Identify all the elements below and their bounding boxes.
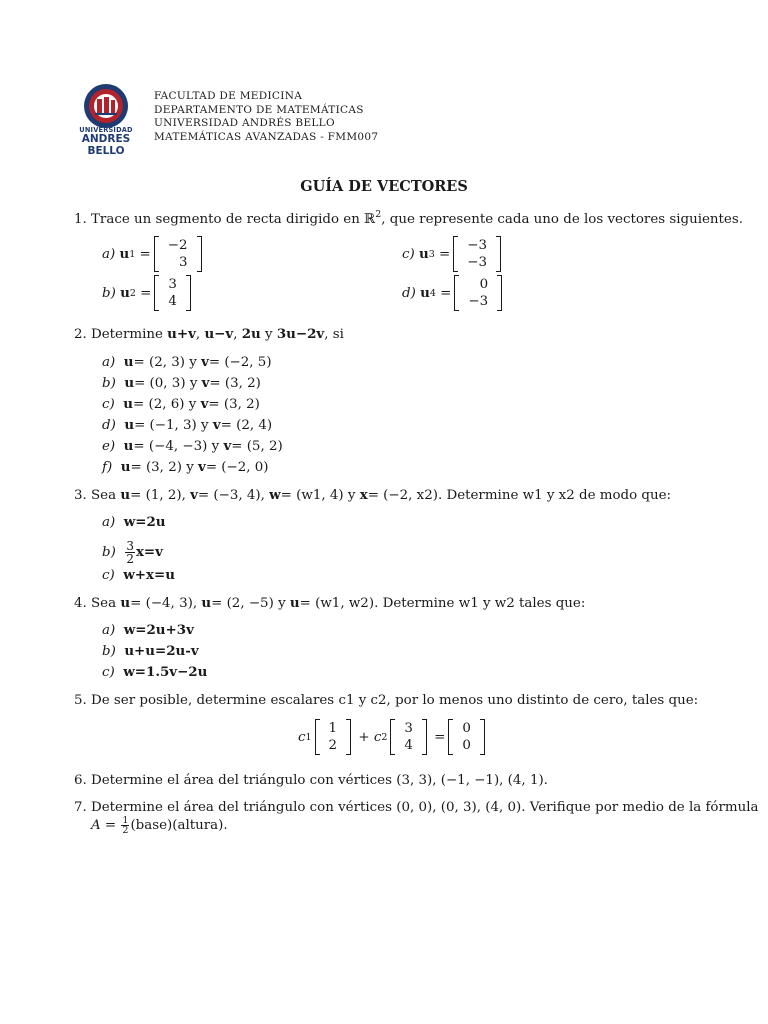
p3-x: (−2, x2) (383, 488, 438, 503)
half-fraction: $\frac{1}{2}$ (122, 815, 129, 836)
p2-op: u−v (204, 326, 234, 342)
p3-tail: Determine w1 y x2 de modo que: (446, 488, 672, 503)
vector-name: u (419, 246, 429, 262)
logo-text (66, 126, 146, 157)
p4-lead: Sea (91, 596, 117, 611)
header-faculty: FACULTAD DE MEDICINA (154, 90, 303, 102)
u-value: (−1, 3) (149, 418, 197, 433)
logo-line2: ANDRES BELLO (81, 133, 131, 157)
p5-equation: c 1 1 2 + c 2 3 4 = 0 0 (298, 719, 488, 755)
u-value: (3, 2) (145, 460, 182, 475)
p2-tail: si (332, 327, 344, 342)
p3-item-a (102, 514, 166, 531)
p4-u2: (2, −5) (226, 596, 274, 611)
p7-formula: A = $\frac{1}{2}$ (base)(altura). (91, 815, 228, 836)
equation: w=1.5v−2u (123, 664, 208, 680)
p2-item-c: c) u= (2, 6) y v= (3, 2) (102, 396, 260, 412)
vector-top: −3 (467, 238, 488, 253)
column-vector (154, 236, 202, 272)
p2-op: 3u−2v (276, 326, 325, 342)
vector-bottom: 2 (328, 738, 338, 753)
item-label: e) (102, 439, 116, 454)
v-value: (3, 2) (223, 397, 260, 412)
logo-line1: UNIVERSIDAD (79, 126, 133, 134)
column-vector (154, 275, 191, 311)
item-label: d) (402, 285, 416, 301)
header-course: MATEMÁTICAS AVANZADAS - FMM007 (154, 130, 379, 143)
problem-5-statement (74, 692, 698, 709)
p4-item-b (102, 643, 199, 660)
item-label: c) (402, 246, 415, 262)
vector-index: 3 (428, 248, 435, 260)
p6-text: Determine el área del triángulo con vértices (3, 3), (−1, −1), (4, 1). (91, 773, 548, 788)
problem-6-number: 6. (74, 773, 87, 788)
column-vector (390, 719, 427, 755)
p2-item-f: f) u= (3, 2) y v= (−2, 0) (102, 459, 269, 475)
item-label: c) (102, 397, 115, 412)
vector-name: u (120, 285, 130, 301)
p4-u1: (−4, 3) (145, 596, 193, 611)
vector-top: 0 (462, 721, 471, 736)
problem-7-number: 7. (74, 800, 87, 815)
vector-name: u (420, 285, 430, 301)
vector-top: −2 (167, 238, 188, 253)
equation: w=2u (123, 514, 166, 530)
p2-item-e: e) u= (−4, −3) y v= (5, 2) (102, 438, 283, 454)
u-value: (2, 3) (148, 355, 185, 370)
vector-index: 4 (429, 287, 436, 299)
p1-item-c: c) u 3 = −3 −3 (402, 236, 504, 272)
vector-bottom: 3 (178, 255, 188, 270)
item-label: b) (102, 376, 116, 391)
p2-op: u+v (167, 326, 196, 342)
vector-bottom: 4 (168, 294, 177, 309)
u-value: (2, 6) (148, 397, 185, 412)
header-department: DEPARTAMENTO DE MATEMÁTICAS (154, 103, 364, 116)
v-value: (−2, 0) (221, 460, 269, 475)
vector-bottom: 0 (462, 738, 471, 753)
p2-lead: Determine (91, 327, 163, 342)
equation: x=v (135, 544, 163, 560)
item-label: a) (102, 623, 116, 638)
vector-top: 1 (328, 721, 338, 736)
equation: w+x=u (123, 567, 175, 583)
vector-bottom: −3 (467, 255, 488, 270)
p3-w: (w1, 4) (296, 488, 344, 503)
problem-1-statement (74, 206, 743, 228)
p3-v: (−3, 4) (213, 488, 261, 503)
column-vector (453, 236, 501, 272)
header-block (154, 90, 378, 144)
problem-4-statement: 4. Sea u= (−4, 3), u= (2, −5) y u= (w1, w2). Determine w1 y w2 tales que: (74, 595, 586, 611)
p3-u: (1, 2) (145, 488, 182, 503)
fraction (125, 540, 135, 565)
vector-index: 1 (129, 248, 136, 260)
p3-item-b (102, 540, 163, 565)
p1-text-b: , que represente cada uno de los vectores siguientes. (381, 212, 743, 227)
problem-3-number: 3. (74, 488, 87, 503)
vector-bottom: 4 (404, 738, 413, 753)
problem-6-statement (74, 772, 548, 789)
column-vector (454, 275, 502, 311)
equation: w=2u+3v (123, 622, 194, 638)
v-value: (−2, 5) (224, 355, 272, 370)
item-label: b) (102, 285, 116, 301)
p1-item-b: b) u 2 = 3 4 (102, 275, 194, 311)
p4-u3: (w1, w2) (315, 596, 375, 611)
item-label: a) (102, 355, 116, 370)
item-label: c) (102, 665, 115, 680)
p2-item-a: a) u= (2, 3) y v= (−2, 5) (102, 354, 272, 370)
p1-text-a: Trace un segmento de recta dirigido en (91, 212, 365, 227)
column-vector (448, 719, 485, 755)
p5-text: De ser posible, determine escalares c1 y c2, por lo menos uno distinto de cero, tales que: (91, 693, 699, 708)
item-label: f) (102, 460, 113, 475)
p4-item-c (102, 664, 207, 681)
problem-3-statement: 3. Sea u= (1, 2), v= (−3, 4), w= (w1, 4) y x= (−2, x2). Determine w1 y x2 de modo que: (74, 487, 672, 503)
header-university: UNIVERSIDAD ANDRÉS BELLO (154, 117, 335, 130)
page-title: GUÍA DE VECTORES (300, 178, 468, 195)
denominator: 2 (126, 552, 134, 566)
p2-item-b: b) u= (0, 3) y v= (3, 2) (102, 375, 261, 391)
vector-top: 0 (479, 277, 489, 292)
v-value: (3, 2) (224, 376, 261, 391)
numerator: 3 (126, 539, 134, 553)
problem-2-number: 2. (74, 327, 87, 342)
p1-space-exp: 2 (375, 209, 382, 220)
p1-item-a: a) u 1 = −2 3 (102, 236, 205, 272)
vector-name: u (119, 246, 130, 262)
vector-top: 3 (404, 721, 413, 736)
item-label: c) (102, 568, 115, 583)
vector-bottom: −3 (468, 294, 489, 309)
p3-item-c (102, 567, 175, 584)
item-label: d) (102, 418, 116, 433)
p2-op: 2u (241, 326, 261, 342)
p2-item-d: d) u= (−1, 3) y v= (2, 4) (102, 417, 273, 433)
v-value: (2, 4) (236, 418, 273, 433)
problem-7-statement (74, 799, 759, 816)
p7-line1: Determine el área del triángulo con vértices (0, 0), (0, 3), (4, 0). Verifique por medio de la fórmula (91, 800, 759, 815)
u-value: (0, 3) (149, 376, 186, 391)
item-label: a) (102, 515, 116, 530)
problem-5-number: 5. (74, 693, 87, 708)
problem-4-number: 4. (74, 596, 87, 611)
vector-top: 3 (168, 277, 177, 292)
p7-line2-tail: (base)(altura). (130, 818, 228, 833)
problem-2-statement: 2. Determine u+v, u−v, 2u y 3u−2v, si (74, 326, 344, 342)
vector-index: 2 (129, 287, 136, 299)
p4-item-a (102, 622, 194, 639)
item-label: a) (102, 246, 116, 262)
p1-space: ℝ (364, 212, 376, 227)
p4-tail: Determine w1 y w2 tales que: (382, 596, 586, 611)
u-value: (−4, −3) (148, 439, 208, 454)
v-value: (5, 2) (246, 439, 283, 454)
item-label: b) (102, 644, 116, 659)
item-label: b) (102, 545, 116, 560)
equation: u+u=2u-v (124, 643, 199, 659)
p1-item-d: d) u 4 = 0 −3 (402, 275, 505, 311)
column-vector (315, 719, 352, 755)
problem-1-number: 1. (74, 212, 87, 227)
p3-lead: Sea (91, 488, 117, 503)
